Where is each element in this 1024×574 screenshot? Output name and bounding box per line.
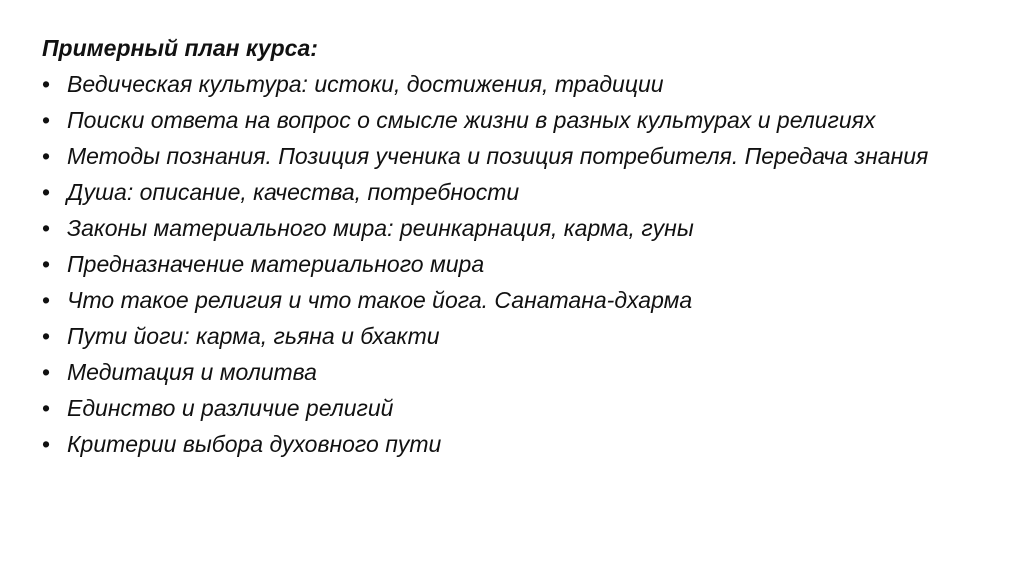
list-item-text: Предназначение материального мира	[67, 251, 485, 277]
list-item	[42, 282, 942, 318]
bullet-icon: •	[42, 323, 51, 349]
slide-content	[42, 30, 942, 462]
slide-heading: Примерный план курса:	[42, 35, 318, 61]
list-item-text: Единство и различие религий	[67, 395, 394, 421]
list-item	[42, 246, 942, 282]
list-item-text: Медитация и молитва	[67, 359, 317, 385]
list-item	[42, 210, 942, 246]
bullet-icon: •	[42, 143, 51, 169]
list-item-text: Законы материального мира: реинкарнация, карма, гуны	[67, 215, 694, 241]
list-item-text: Критерии выбора духовного пути	[67, 431, 442, 457]
bullet-icon: •	[42, 287, 51, 313]
list-item-text: Методы познания. Позиция ученика и позиция потребителя. Передача знания	[67, 143, 929, 169]
list-item-text: Поиски ответа на вопрос о смысле жизни в разных культурах и религиях	[67, 107, 876, 133]
list-item-text: Душа: описание, качества, потребности	[67, 179, 520, 205]
course-plan-list	[42, 66, 942, 462]
bullet-icon: •	[42, 71, 51, 97]
list-item	[42, 174, 942, 210]
list-item-text: Что такое религия и что такое йога. Санатана-дхарма	[67, 287, 693, 313]
list-item	[42, 102, 942, 138]
bullet-icon: •	[42, 179, 51, 205]
list-item	[42, 354, 942, 390]
list-item	[42, 66, 942, 102]
bullet-icon: •	[42, 359, 51, 385]
bullet-icon: •	[42, 251, 51, 277]
bullet-icon: •	[42, 107, 51, 133]
list-item-text: Ведическая культура: истоки, достижения, традиции	[67, 71, 664, 97]
list-item-text: Пути йоги: карма, гьяна и бхакти	[67, 323, 440, 349]
list-item	[42, 138, 942, 174]
list-item	[42, 390, 942, 426]
list-item	[42, 426, 942, 462]
bullet-icon: •	[42, 395, 51, 421]
bullet-icon: •	[42, 431, 51, 457]
list-item	[42, 318, 942, 354]
bullet-icon: •	[42, 215, 51, 241]
